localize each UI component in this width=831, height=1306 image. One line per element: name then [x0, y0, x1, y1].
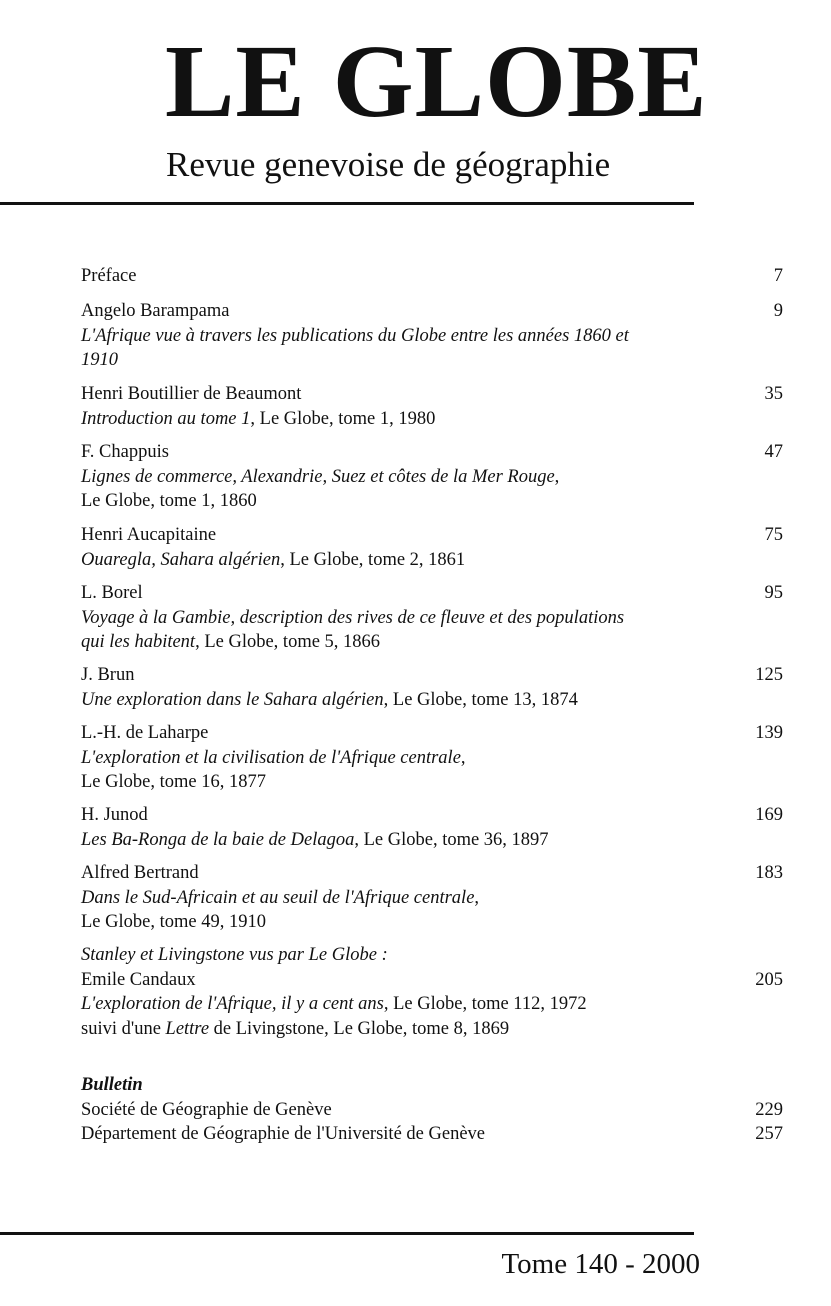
toc-page: 7: [773, 266, 783, 286]
toc-title: L'exploration de l'Afrique, il y a cent ans: [81, 994, 384, 1014]
toc-title: L'exploration et la civilisation de l'Afrique centrale: [81, 747, 461, 768]
journal-subtitle: Revue genevoise de géographie: [166, 145, 611, 184]
toc-author: F. Chappuis: [81, 442, 169, 462]
toc-title: Une exploration dans le Sahara algérien: [81, 689, 384, 710]
volume-label: Tome 140 - 2000: [501, 1248, 700, 1280]
toc-entry: [81, 663, 783, 712]
toc-entry: Alfred Bertrand Dans le Sud-Africain et au seuil de l'Afrique centrale, Le Globe, tome 49, 1910 183: [81, 861, 783, 935]
toc-title: Voyage à la Gambie, description des rives de ce fleuve et des populations: [81, 607, 625, 628]
toc-title: qui les habitent: [81, 632, 196, 652]
toc-author: Emile Candaux: [81, 969, 196, 990]
toc-entry-stanley-livingstone: Stanley et Livingstone vus par Le Globe : Emile Candaux L'exploration de l'Afrique, il y a cent ans, Le Globe, tome 112, 1972 suivi d'une Lettre de Livingstone, Le Globe, tome 8, 1869 205: [81, 945, 783, 1039]
toc-entry: [81, 523, 783, 572]
toc-title: Lettre: [165, 1018, 210, 1039]
toc-title: 1910: [81, 350, 118, 370]
toc-page: 229: [755, 1099, 783, 1120]
toc-page: 169: [755, 805, 783, 825]
toc-entry: L.-H. de Laharpe L'exploration et la civilisation de l'Afrique centrale, Le Globe, tome 16, 1877 139: [81, 721, 783, 795]
toc-entry-preface: [81, 264, 783, 289]
toc-author: J. Brun: [81, 665, 135, 685]
toc-author: Alfred Bertrand: [81, 863, 199, 883]
toc-source: , Le Globe, tome 1, 1980: [250, 408, 436, 429]
toc-source: , Le Globe, tome 112, 1972: [383, 994, 587, 1014]
toc-title: Dans le Sud-Africain et au seuil de l'Afrique centrale: [81, 887, 475, 908]
toc-author: Henri Boutillier de Beaumont: [81, 384, 302, 404]
toc-author: Angelo Barampama: [81, 301, 230, 321]
bulletin-item: Département de Géographie de l'Université de Genève: [81, 1124, 485, 1144]
toc-page: 35: [764, 384, 783, 404]
toc-section-heading: Stanley et Livingstone vus par Le Globe :: [81, 945, 388, 965]
toc-source: Le Globe, tome 49, 1910: [81, 912, 266, 932]
toc-source: Le Globe, tome 16, 1877: [81, 772, 266, 792]
journal-title: LE GLOBE: [165, 24, 708, 139]
toc-author: L.-H. de Laharpe: [81, 723, 209, 743]
toc-entry: [81, 803, 783, 852]
toc-page: 183: [755, 863, 783, 883]
toc-page: 205: [755, 969, 783, 990]
toc-page: 125: [755, 665, 783, 685]
bottom-rule: [0, 1232, 694, 1235]
toc-source: , Le Globe, tome 5, 1866: [195, 632, 381, 652]
toc-page: 47: [764, 442, 783, 462]
toc-author: L. Borel: [81, 583, 143, 603]
toc-title: L'Afrique vue à travers les publications du Globe entre les années 1860 et: [81, 325, 629, 346]
toc-title: Les Ba-Ronga de la baie de Delagoa: [81, 829, 355, 850]
toc-source: Le Globe, tome 1, 1860: [81, 491, 257, 511]
toc-author: Henri Aucapitaine: [81, 525, 217, 545]
bulletin-item: Société de Géographie de Genève: [81, 1099, 332, 1120]
toc-entry: [81, 382, 783, 431]
toc-source: , Le Globe, tome 2, 1861: [280, 549, 466, 570]
toc-author: Préface: [81, 266, 137, 286]
toc-page: 139: [755, 723, 783, 743]
toc-entry: [81, 581, 783, 655]
toc-source: de Livingstone, Le Globe, tome 8, 1869: [209, 1018, 510, 1039]
toc-entry: [81, 299, 783, 373]
toc-page: 75: [764, 525, 783, 545]
toc-source: , Le Globe, tome 13, 1874: [383, 689, 578, 710]
bulletin-heading: Bulletin: [81, 1075, 143, 1095]
toc-title: Lignes de commerce, Alexandrie, Suez et côtes de la Mer Rouge: [81, 466, 555, 487]
toc-author: H. Junod: [81, 805, 148, 825]
toc-title: Introduction au tome 1: [81, 408, 251, 429]
toc-entry: F. Chappuis Lignes de commerce, Alexandrie, Suez et côtes de la Mer Rouge, Le Globe, tome 1, 1860 47: [81, 440, 783, 514]
toc-page: 9: [773, 301, 783, 321]
toc-page: 95: [764, 583, 783, 603]
toc-page: 257: [755, 1124, 783, 1144]
top-rule: [0, 202, 694, 205]
toc-title: Ouaregla, Sahara algérien: [81, 549, 281, 570]
toc-source: , Le Globe, tome 36, 1897: [354, 829, 549, 850]
bulletin-section: [81, 1073, 783, 1147]
